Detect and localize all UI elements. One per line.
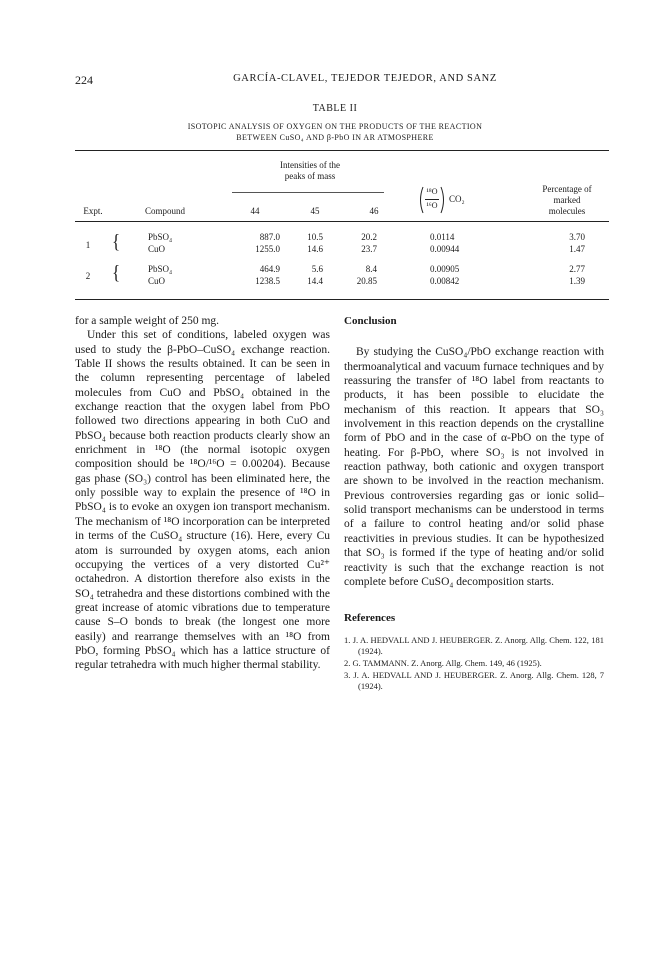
col-header-44: 44 bbox=[250, 206, 260, 216]
brace-expt-1-icon: { bbox=[112, 230, 121, 253]
cell-ratio: 0.00905 bbox=[430, 264, 460, 274]
table-label: TABLE II bbox=[312, 103, 358, 114]
cell-ratio: 0.0114 bbox=[430, 232, 455, 242]
col-header-percentage-line3: molecules bbox=[548, 206, 586, 216]
table-row bbox=[0, 276, 672, 288]
col-header-45: 45 bbox=[310, 206, 320, 216]
table-row bbox=[0, 264, 672, 276]
ratio-fraction-bar bbox=[425, 199, 439, 200]
cell-m46: 20.85 bbox=[356, 276, 377, 286]
cell-m46: 20.2 bbox=[361, 232, 377, 242]
cell-pct: 2.77 bbox=[569, 264, 585, 274]
references-heading: References bbox=[344, 612, 396, 625]
cell-pct: 1.47 bbox=[569, 244, 585, 254]
reference-item: 3. J. A. HEDVALL AND J. HEUBERGER. Z. Anorg. Allg. Chem. 128, 7 (1924). bbox=[344, 669, 604, 691]
col-header-percentage-line1: Percentage of bbox=[542, 184, 592, 194]
col-header-expt: Expt. bbox=[83, 206, 103, 216]
cell-m44: 1238.5 bbox=[255, 276, 280, 286]
table-caption-line2: BETWEEN CuSO₄ AND β-PbO IN AR ATMOSPHERE bbox=[236, 133, 434, 142]
table-bottom-rule bbox=[75, 299, 609, 300]
cell-m44: 887.0 bbox=[259, 232, 280, 242]
ratio-denominator: ¹⁶O bbox=[426, 201, 438, 210]
ratio-paren-right-icon bbox=[440, 186, 446, 214]
reference-item: 1. J. A. HEDVALL AND J. HEUBERGER. Z. Anorg. Allg. Chem. 122, 181 (1924). bbox=[344, 634, 604, 656]
brace-expt-2-icon: { bbox=[112, 261, 121, 284]
cell-compound: CuO bbox=[148, 244, 166, 254]
cell-ratio: 0.00944 bbox=[430, 244, 460, 254]
cell-m44: 1255.0 bbox=[255, 244, 280, 254]
cell-compound: CuO bbox=[148, 276, 166, 286]
cell-compound: PbSO₄ bbox=[148, 232, 173, 242]
col-header-percentage bbox=[527, 184, 607, 217]
cell-compound: PbSO₄ bbox=[148, 264, 173, 274]
ratio-numerator: ¹⁸O bbox=[426, 187, 438, 196]
header-group-line1: Intensities of the bbox=[280, 160, 340, 170]
expt-1: 1 bbox=[85, 240, 91, 250]
cell-m46: 8.4 bbox=[365, 264, 377, 274]
header-group bbox=[245, 160, 375, 182]
col-header-percentage-line2: marked bbox=[553, 195, 581, 205]
col-header-46: 46 bbox=[369, 206, 379, 216]
conclusion-paragraph: By studying the CuSO₄/PbO exchange reaction with thermoanalytical and vacuum furnace techniques and by reassuring the transfer of ¹⁸O label from reactants to products, it has been possible to elucidate the mechanism of this reaction. It appears that SO₃ involvement in this reaction depends on the crystalline form of PbO and in the case of α-PbO on the type of heating. For β-PbO, where SO₃ is not involved in reaction pathway, both cationic and oxygen transport are shown to be involved in the reaction mechanism. Previous controversies regarding gas or ionic solid–solid transport mechanisms can be understood in terms of a failure to control heating and/or solid phase reactivities in previous studies. It can be hypothesized that SO₃ is formed if the type of heating and/or solid reactivity is such that the exchange reaction is not complete before CuSO₄ decomposition starts. bbox=[344, 346, 604, 588]
conclusion-heading: Conclusion bbox=[344, 315, 397, 327]
table-row bbox=[0, 244, 672, 256]
right-column bbox=[344, 314, 604, 693]
cell-pct: 1.39 bbox=[569, 276, 585, 286]
reference-item: 2. G. TAMMANN. Z. Anorg. Allg. Chem. 149, 46 (1925). bbox=[344, 657, 542, 668]
table-caption bbox=[75, 121, 595, 143]
cell-ratio: 0.00842 bbox=[430, 276, 460, 286]
table-group-rule bbox=[232, 192, 384, 193]
page-number: 224 bbox=[75, 73, 93, 87]
cell-m45: 10.5 bbox=[307, 232, 323, 242]
expt-2: 2 bbox=[85, 271, 91, 281]
table-header-rule bbox=[75, 221, 609, 222]
table-top-rule bbox=[75, 150, 609, 151]
cell-m44: 464.9 bbox=[259, 264, 280, 274]
col-header-ratio bbox=[418, 186, 498, 216]
table-row bbox=[0, 232, 672, 244]
references-list bbox=[344, 635, 604, 692]
col-header-compound: Compound bbox=[144, 206, 185, 216]
left-paragraph-main: Under this set of conditions, labeled oxygen was used to study the β-PbO–CuSO₄ exchange reaction. Table II shows the results obtained. It can be seen in the column representing percentage of labeled molecules from CuO and PbSO₄ obtained in the exchange reaction that the oxygen label from PbO followed two directions appearing in both CuO and PbSO₄ because both reaction products clearly show an enrichment in ¹⁸O (the normal isotopic oxygen composition should be ¹⁸O/¹⁶O = 0.00204). Because gas phase (SO₃) control has been eliminated here, the only possible way to explain the presence of ¹⁸O in PbSO₄ is to evoke an oxygen ion transport mechanism. The mechanism of ¹⁸O incorporation can be interpreted in terms of the CuSO₄ structure (16). Here, every Cu atom is surrounded by oxygen atoms, each anion occupying the vertices of a very distorted Cu²⁺ octahedron. A distortion therefore also exists in the SO₄ tetrahedra and these distortions combined with the great increase of atomic vibrations due to temperature cause S–O bonds to break (the longest one more easily) and rearrange themselves with an ¹⁸O from PbO, forming PbSO₄ which has a lattice structure of regular tetrahedra with much higher thermal stability. bbox=[75, 329, 330, 672]
left-column bbox=[75, 314, 330, 673]
ratio-suffix: CO₂ bbox=[449, 194, 465, 204]
cell-m45: 5.6 bbox=[311, 264, 323, 274]
cell-pct: 3.70 bbox=[569, 232, 585, 242]
table-caption-line1: ISOTOPIC ANALYSIS OF OXYGEN ON THE PRODUCTS OF THE REACTION bbox=[187, 122, 483, 131]
running-head: GARCÍA-CLAVEL, TEJEDOR TEJEDOR, AND SANZ bbox=[233, 73, 497, 84]
cell-m45: 14.6 bbox=[307, 244, 323, 254]
header-group-line2: peaks of mass bbox=[284, 171, 336, 181]
cell-m45: 14.4 bbox=[307, 276, 323, 286]
cell-m46: 23.7 bbox=[361, 244, 377, 254]
left-paragraph-continued: for a sample weight of 250 mg. bbox=[75, 315, 220, 327]
